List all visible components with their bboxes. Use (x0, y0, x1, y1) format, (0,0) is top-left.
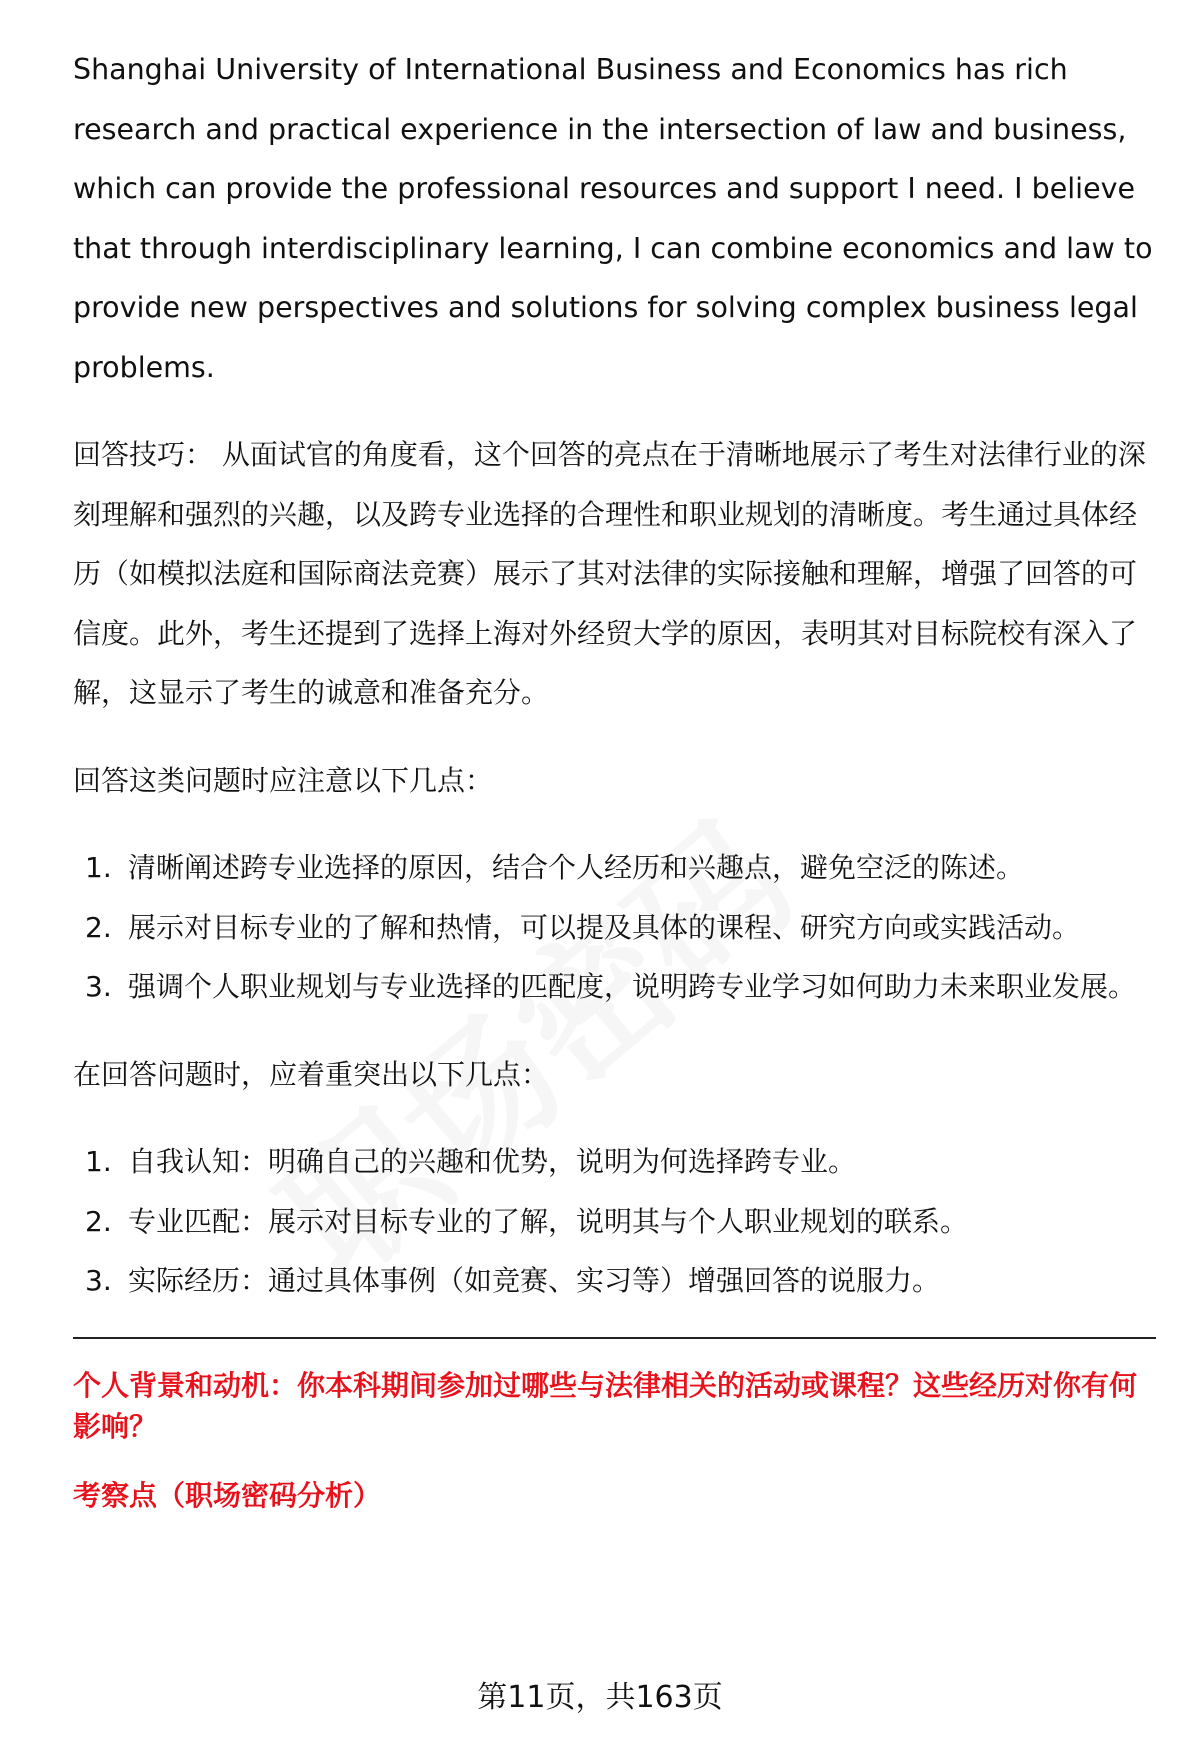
list1 (73, 838, 1156, 1017)
list-item: 1. 清晰阐述跨专业选择的原因，结合个人经历和兴趣点，避免空泛的陈述。 (85, 851, 1025, 884)
list1-title: 回答这类问题时应注意以下几点： (73, 763, 494, 797)
list-item: 3. 实际经历：通过具体事例（如竞赛、实习等）增强回答的说服力。 (85, 1264, 941, 1297)
document-page (73, 40, 1156, 1516)
list2-title: 在回答问题时，应着重突出以下几点： (73, 1057, 550, 1091)
english-paragraph: Shanghai University of International Business and Economics has rich research and practical experience in the intersection of law and business, which can provide the professional resources and support I need. I believe that through interdisciplinary learning, I can combine economics and law to provide new perspectives and solutions for solving complex business legal problems. (73, 53, 1153, 384)
divider (73, 1337, 1156, 1339)
list-item: 3. 强调个人职业规划与专业选择的匹配度，说明跨专业学习如何助力未来职业发展。 (85, 970, 1137, 1003)
list-item: 1. 自我认知：明确自己的兴趣和优势，说明为何选择跨专业。 (85, 1145, 857, 1178)
section-heading: 考察点（职场密码分析） (73, 1478, 382, 1512)
page-footer: 第11页，共163页 (477, 1680, 723, 1715)
answer-tips-paragraph: 回答技巧： 从面试官的角度看，这个回答的亮点在于清晰地展示了考生对法律行业的深刻理解和强烈的兴趣，以及跨专业选择的合理性和职业规划的清晰度。考生通过具体经历（如模拟法庭和国际商法竞赛）展示了其对法律的实际接触和理解，增强了回答的可信度。此外，考生还提到了选择上海对外经贸大学的原因，表明其对目标院校有深入了解，这显示了考生的诚意和准备充分。 (73, 438, 1146, 709)
list2 (73, 1132, 1156, 1311)
list-item: 2. 展示对目标专业的了解和热情，可以提及具体的课程、研究方向或实践活动。 (85, 910, 1081, 944)
question-heading: 个人背景和动机：你本科期间参加过哪些与法律相关的活动或课程？这些经历对你有何影响？ (73, 1368, 1138, 1443)
list-item: 2. 专业匹配：展示对目标专业的了解，说明其与个人职业规划的联系。 (85, 1204, 969, 1238)
